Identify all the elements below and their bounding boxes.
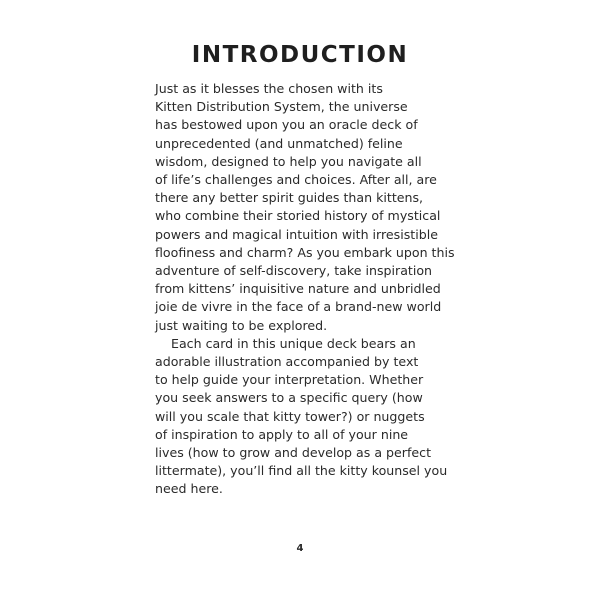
text-line: Just as it blesses the chosen with its <box>155 81 383 96</box>
text-line: powers and magical intuition with irresistible <box>155 226 438 242</box>
text-line: adorable illustration accompanied by text <box>155 354 419 370</box>
text-line: of life’s challenges and choices. After all, are <box>155 172 437 188</box>
text-line: from kittens’ inquisitive nature and unbridled <box>155 281 441 297</box>
page-number: 4 <box>296 543 304 554</box>
text-line: need here. <box>155 481 223 497</box>
text-line: there any better spirit guides than kittens, <box>155 190 424 206</box>
text-line: just waiting to be explored. <box>155 317 328 333</box>
text-line: Kitten Distribution System, the universe <box>155 99 408 115</box>
text-line: has bestowed upon you an oracle deck of <box>155 117 418 133</box>
text-line: who combine their storied history of mystical <box>155 208 441 224</box>
text-line: wisdom, designed to help you navigate all <box>155 153 422 169</box>
text-line: adventure of self-discovery, take inspiration <box>155 263 433 279</box>
text-line: you seek answers to a specific query (how <box>155 390 423 406</box>
text-line: joie de vivre in the face of a brand-new world <box>155 299 442 315</box>
text-line: to help guide your interpretation. Whether <box>155 372 424 388</box>
text-line: lives (how to grow and develop as a perfect <box>155 445 432 461</box>
page-title: INTRODUCTION <box>191 42 409 68</box>
paragraph-2 <box>155 335 455 499</box>
body-text <box>155 80 455 499</box>
text-line: of inspiration to apply to all of your nine <box>155 426 409 442</box>
text-line: Each card in this unique deck bears an <box>171 335 416 351</box>
text-line: floofiness and charm? As you embark upon this <box>155 244 455 260</box>
text-line: littermate), you’ll find all the kitty kounsel you <box>155 463 448 479</box>
text-line: unprecedented (and unmatched) feline <box>155 135 403 151</box>
paragraph-1 <box>155 80 455 335</box>
text-line: will you scale that kitty tower?) or nuggets <box>155 408 425 424</box>
